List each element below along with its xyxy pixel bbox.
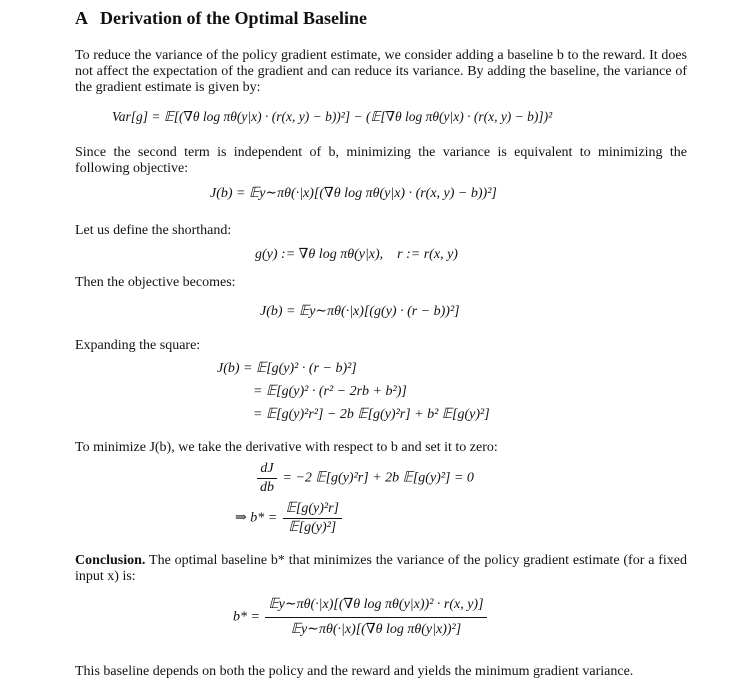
derivative-equation [255, 460, 474, 497]
derivative-fraction [257, 460, 277, 497]
derivative-denominator: db [260, 480, 274, 495]
final-fraction [265, 596, 486, 639]
objective-equation: J(b) = 𝔼y∼πθ(·|x)[(∇θ log πθ(y|x) · (r(x, y) − b))²] [210, 186, 497, 201]
expansion-line-1: J(b) = 𝔼[g(y)² · (r − b)²] [217, 361, 357, 376]
final-numerator: 𝔼y∼πθ(·|x)[(∇θ log πθ(y|x))² · r(x, y)] [265, 596, 486, 618]
bstar-denominator: 𝔼[g(y)²] [288, 520, 337, 535]
bstar-equation [235, 500, 344, 537]
expansion-line-3: = 𝔼[g(y)²r²] − 2b 𝔼[g(y)²r] + b² 𝔼[g(y)²] [253, 407, 490, 422]
intro-paragraph: To reduce the variance of the policy gradient estimate, we consider adding a baseline b to the reward. It does not affect the expectation of the gradient and can reduce its variance. By adding the baseline, the variance of the gradient estimate is given by: [75, 48, 687, 95]
bstar-numerator: 𝔼[g(y)²r] [283, 500, 342, 519]
shorthand-label: Let us define the shorthand: [75, 223, 232, 238]
section-title: Derivation of the Optimal Baseline [100, 8, 367, 28]
bstar-fraction [283, 500, 342, 537]
variance-equation: Var[g] = 𝔼[(∇θ log πθ(y|x) · (r(x, y) − b))²] − (𝔼[∇θ log πθ(y|x) · (r(x, y) − b)])² [112, 109, 553, 124]
expanding-label: Expanding the square: [75, 338, 201, 353]
bstar-lhs: ⇒ b* = [235, 510, 278, 526]
derivative-rhs: = −2 𝔼[g(y)²r] + 2b 𝔼[g(y)²] = 0 [282, 470, 474, 486]
derivative-numerator: dJ [257, 460, 277, 479]
minimize-paragraph: To minimize J(b), we take the derivative with respect to b and set it to zero: [75, 440, 498, 455]
closing-paragraph: This baseline depends on both the policy and the reward and yields the minimum gradient variance. [75, 664, 634, 679]
section-number: A [75, 8, 88, 28]
conclusion-label: Conclusion. [75, 553, 146, 568]
section-heading [75, 8, 367, 29]
final-lhs: b* = [233, 609, 260, 625]
conclusion-paragraph [75, 553, 687, 585]
final-baseline-equation [233, 596, 489, 639]
second-term-paragraph: Since the second term is independent of b, minimizing the variance is equivalent to minimizing the following objective: [75, 145, 687, 176]
expansion-line-2: = 𝔼[g(y)² · (r² − 2rb + b²)] [253, 384, 407, 399]
short-objective-equation: J(b) = 𝔼y∼πθ(·|x)[(g(y) · (r − b))²] [260, 304, 460, 319]
objective-label: Then the objective becomes: [75, 275, 236, 290]
final-denominator: 𝔼y∼πθ(·|x)[(∇θ log πθ(y|x))²] [290, 622, 462, 637]
conclusion-text: The optimal baseline b* that minimizes the variance of the policy gradient estimate (for a fixed input x) is: [75, 553, 688, 584]
shorthand-equation: g(y) := ∇θ log πθ(y|x), r := r(x, y) [255, 247, 458, 262]
